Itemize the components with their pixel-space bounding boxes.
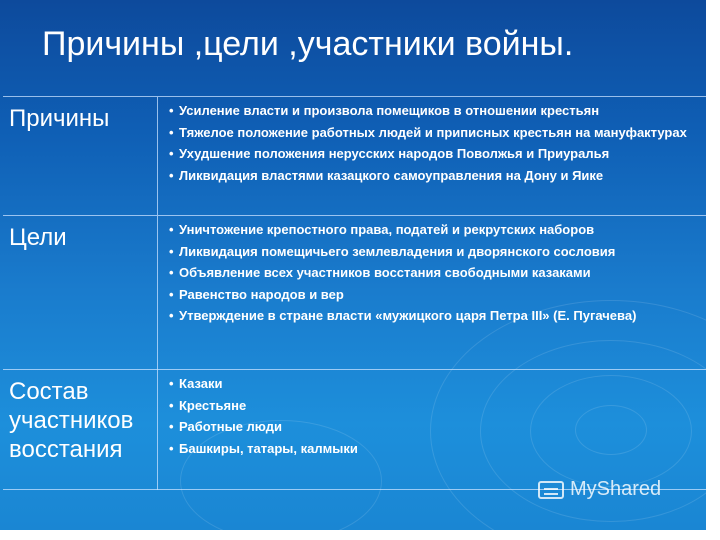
list-item: • Равенство народов и вер: [169, 285, 696, 305]
bullet-icon: •: [169, 376, 174, 391]
bullet-icon: •: [169, 397, 174, 413]
list-item: • Казаки: [169, 374, 696, 394]
table-row: [3, 369, 706, 490]
list-item: • Башкиры, татары, калмыки: [169, 439, 696, 459]
bullet-icon: •: [169, 222, 174, 237]
bullet-icon: •: [169, 103, 174, 118]
bullet-icon: •: [169, 167, 174, 183]
list-item: • Утверждение в стране власти «мужицкого царя Петра III» (Е. Пугачева): [169, 306, 696, 326]
row-content: [159, 216, 706, 370]
bullet-icon: •: [169, 286, 174, 302]
bullet-icon: •: [169, 243, 174, 259]
bullet-icon: •: [169, 265, 174, 280]
row-header: Состав участников восстания: [3, 370, 158, 490]
table-row: [3, 215, 706, 370]
bullet-icon: •: [169, 440, 174, 456]
list-item: • Уничтожение крепостного права, податей и рекрутских наборов: [169, 220, 696, 240]
row-content: [159, 370, 706, 490]
row-content: [159, 97, 706, 215]
list-item: • Ликвидация властями казацкого самоуправления на Дону и Яике: [169, 166, 696, 186]
list-item: • Объявление всех участников восстания свободными казаками: [169, 263, 696, 283]
row-header: Цели: [3, 216, 158, 370]
row-header: Причины: [3, 97, 158, 215]
bullet-icon: •: [169, 146, 174, 161]
table-row: [3, 97, 706, 215]
slide-title: Причины ,цели ,участники войны.: [42, 25, 574, 63]
list-item: • Тяжелое положение работных людей и приписных крестьян на мануфактурах: [169, 123, 696, 143]
bullet-icon: •: [169, 308, 174, 323]
content-table: [3, 96, 706, 490]
bullet-icon: •: [169, 419, 174, 434]
list-item: • Ухудшение положения нерусских народов Поволжья и Приуралья: [169, 144, 696, 164]
list-item: • Ликвидация помещичьего землевладения и дворянского сословия: [169, 242, 696, 262]
myshared-logo-icon: [538, 481, 564, 499]
bullet-icon: •: [169, 124, 174, 140]
list-item: • Усиление власти и произвола помещиков в отношении крестьян: [169, 101, 696, 121]
watermark-text: MyShared: [570, 478, 662, 500]
list-item: • Работные люди: [169, 417, 696, 437]
list-item: • Крестьяне: [169, 396, 696, 416]
watermark: [538, 476, 661, 502]
